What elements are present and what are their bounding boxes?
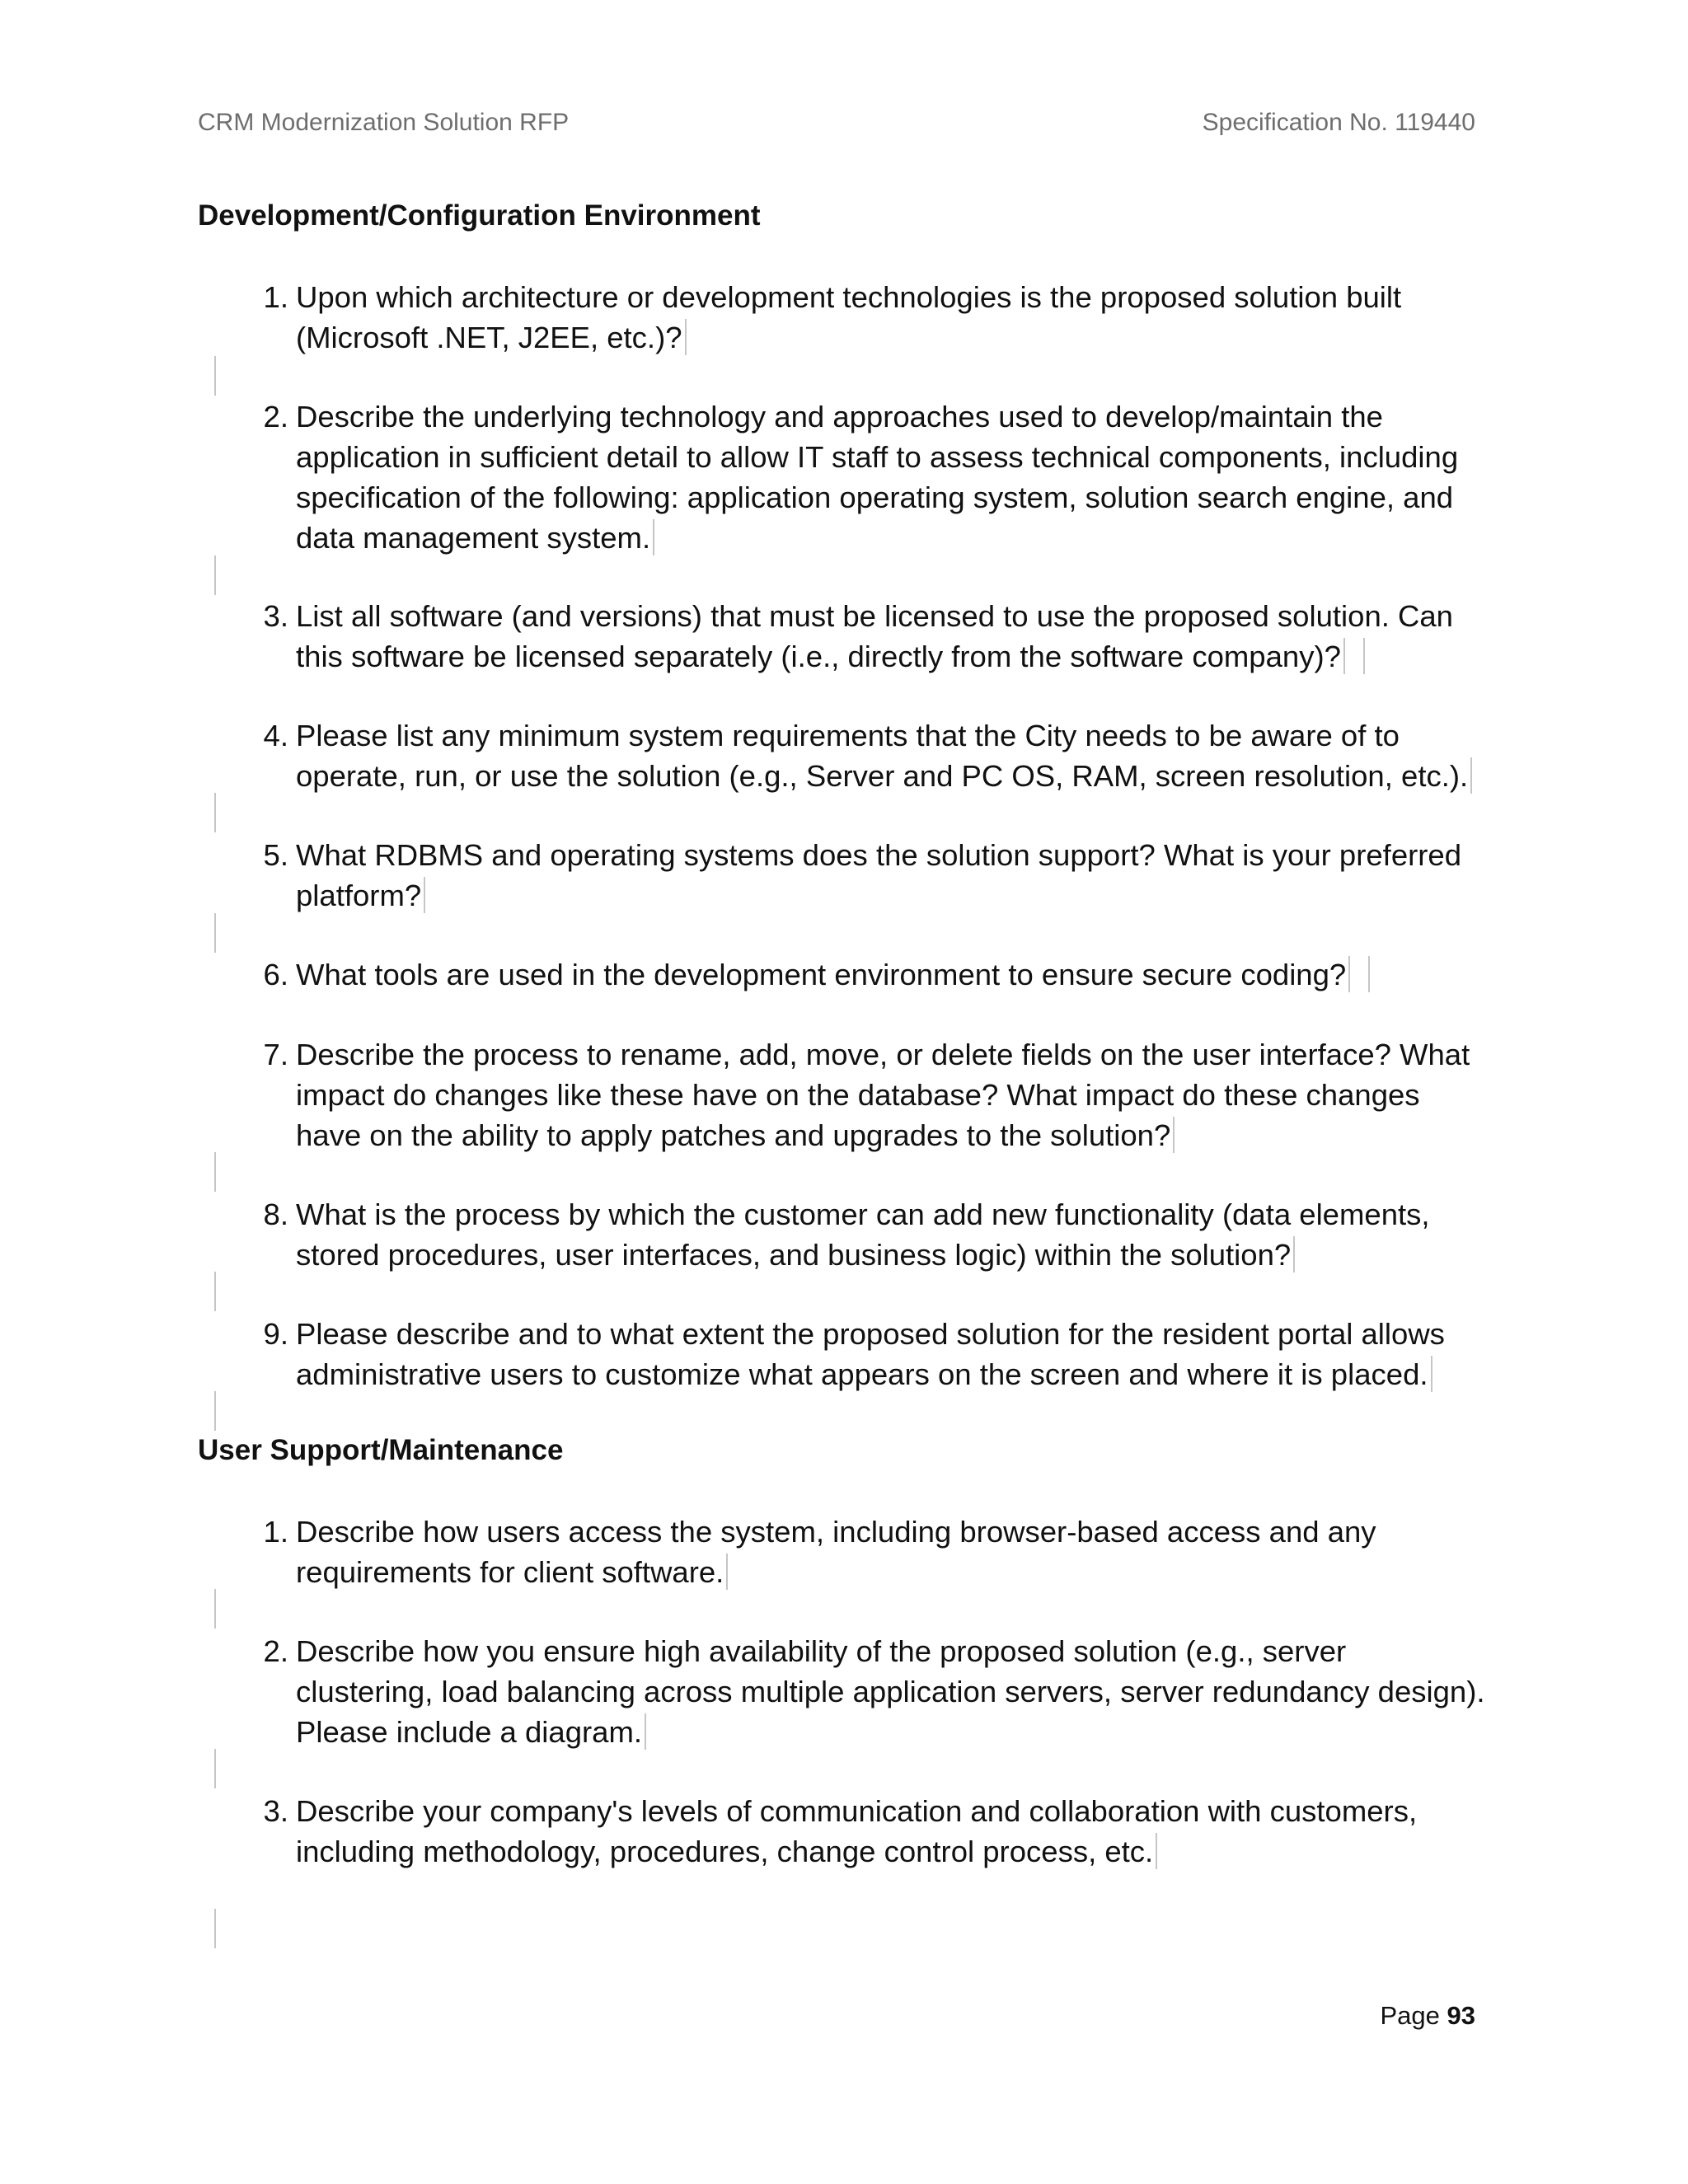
item-text: Upon which architecture or development technologies is the proposed solution built (Microsoft .NET, J2EE, etc.)?: [296, 280, 1402, 354]
item-number: 1.: [263, 1515, 288, 1549]
item-number: 6.: [263, 958, 288, 991]
content-control-marker: [1343, 638, 1345, 674]
paragraph-marker: [214, 913, 216, 953]
item-text: What is the process by which the customer can add new functionality (data elements, stored procedures, user interfaces, and business logic) within the solution?: [296, 1197, 1430, 1272]
item-number: 3.: [263, 1794, 288, 1828]
content-control-marker: [1368, 956, 1370, 992]
item-number: 1.: [263, 280, 288, 314]
paragraph-marker: [214, 1272, 216, 1311]
content-control-marker: [1431, 1356, 1432, 1392]
item-text: Describe how users access the system, including browser-based access and any requirements for client software.: [296, 1515, 1376, 1589]
item-number: 8.: [263, 1197, 288, 1231]
content-control-marker: [1470, 757, 1472, 794]
paragraph-marker: [214, 356, 216, 396]
item-text: What RDBMS and operating systems does the solution support? What is your preferred platform?: [296, 838, 1462, 912]
item-text: Describe the underlying technology and approaches used to develop/maintain the application in sufficient detail to allow IT staff to assess technical components, including specification of the following: application operating system, solution search engine, and data management system.: [296, 400, 1459, 555]
item-number: 2.: [263, 1634, 288, 1668]
content-control-marker: [653, 519, 654, 555]
page-header: [198, 109, 1475, 142]
item-number: 3.: [263, 599, 288, 633]
item-number: 5.: [263, 838, 288, 872]
header-specification-number: Specification No. 119440: [1202, 109, 1475, 136]
item-text: Describe your company's levels of communication and collaboration with customers, including methodology, procedures, change control process, etc.: [296, 1794, 1418, 1868]
item-number: 9.: [263, 1317, 288, 1351]
item-number: 7.: [263, 1038, 288, 1071]
content-control-marker: [645, 1713, 646, 1750]
section-title-user-support: User Support/Maintenance: [198, 1434, 564, 1466]
content-control-marker: [726, 1554, 728, 1590]
paragraph-marker: [214, 793, 216, 832]
content-control-marker: [1348, 956, 1350, 992]
item-text: Please describe and to what extent the proposed solution for the resident portal allows administrative users to customize what appears on the screen and where it is placed.: [296, 1317, 1445, 1391]
content-control-marker: [1173, 1117, 1175, 1153]
content-control-marker: [424, 877, 425, 913]
section-title-development: Development/Configuration Environment: [198, 199, 761, 232]
content-control-marker: [1363, 638, 1365, 674]
item-number: 2.: [263, 400, 288, 434]
paragraph-marker: [214, 1909, 216, 1948]
content-control-marker: [1293, 1236, 1295, 1272]
paragraph-marker: [214, 1391, 216, 1431]
paragraph-marker: [214, 555, 216, 595]
paragraph-marker: [214, 1589, 216, 1629]
item-text: Describe the process to rename, add, move, or delete fields on the user interface? What impact do changes like these have on the database? What impact do these changes have on the ability to apply patches and upgrades to the solution?: [296, 1038, 1470, 1152]
item-text: What tools are used in the development environment to ensure secure coding?: [296, 958, 1347, 991]
item-text: List all software (and versions) that must be licensed to use the proposed solution. Can this software be licensed separately (i.e., directly from the software company)?: [296, 599, 1453, 673]
item-text: Please list any minimum system requirements that the City needs to be aware of to operate, run, or use the solution (e.g., Server and PC OS, RAM, screen resolution, etc.).: [296, 719, 1469, 793]
item-number: 4.: [263, 719, 288, 752]
page-label: Page: [1380, 2001, 1440, 2030]
content-control-marker: [1156, 1833, 1157, 1869]
item-text: Describe how you ensure high availability of the proposed solution (e.g., server clustering, load balancing across multiple application servers, server redundancy design). Please include a diagram.: [296, 1634, 1485, 1749]
page-footer: [1380, 2001, 1475, 2031]
paragraph-marker: [214, 1749, 216, 1788]
page-number: 93: [1447, 2001, 1475, 2030]
header-document-title: CRM Modernization Solution RFP: [198, 109, 570, 136]
content-control-marker: [685, 319, 687, 355]
paragraph-marker: [214, 1152, 216, 1192]
